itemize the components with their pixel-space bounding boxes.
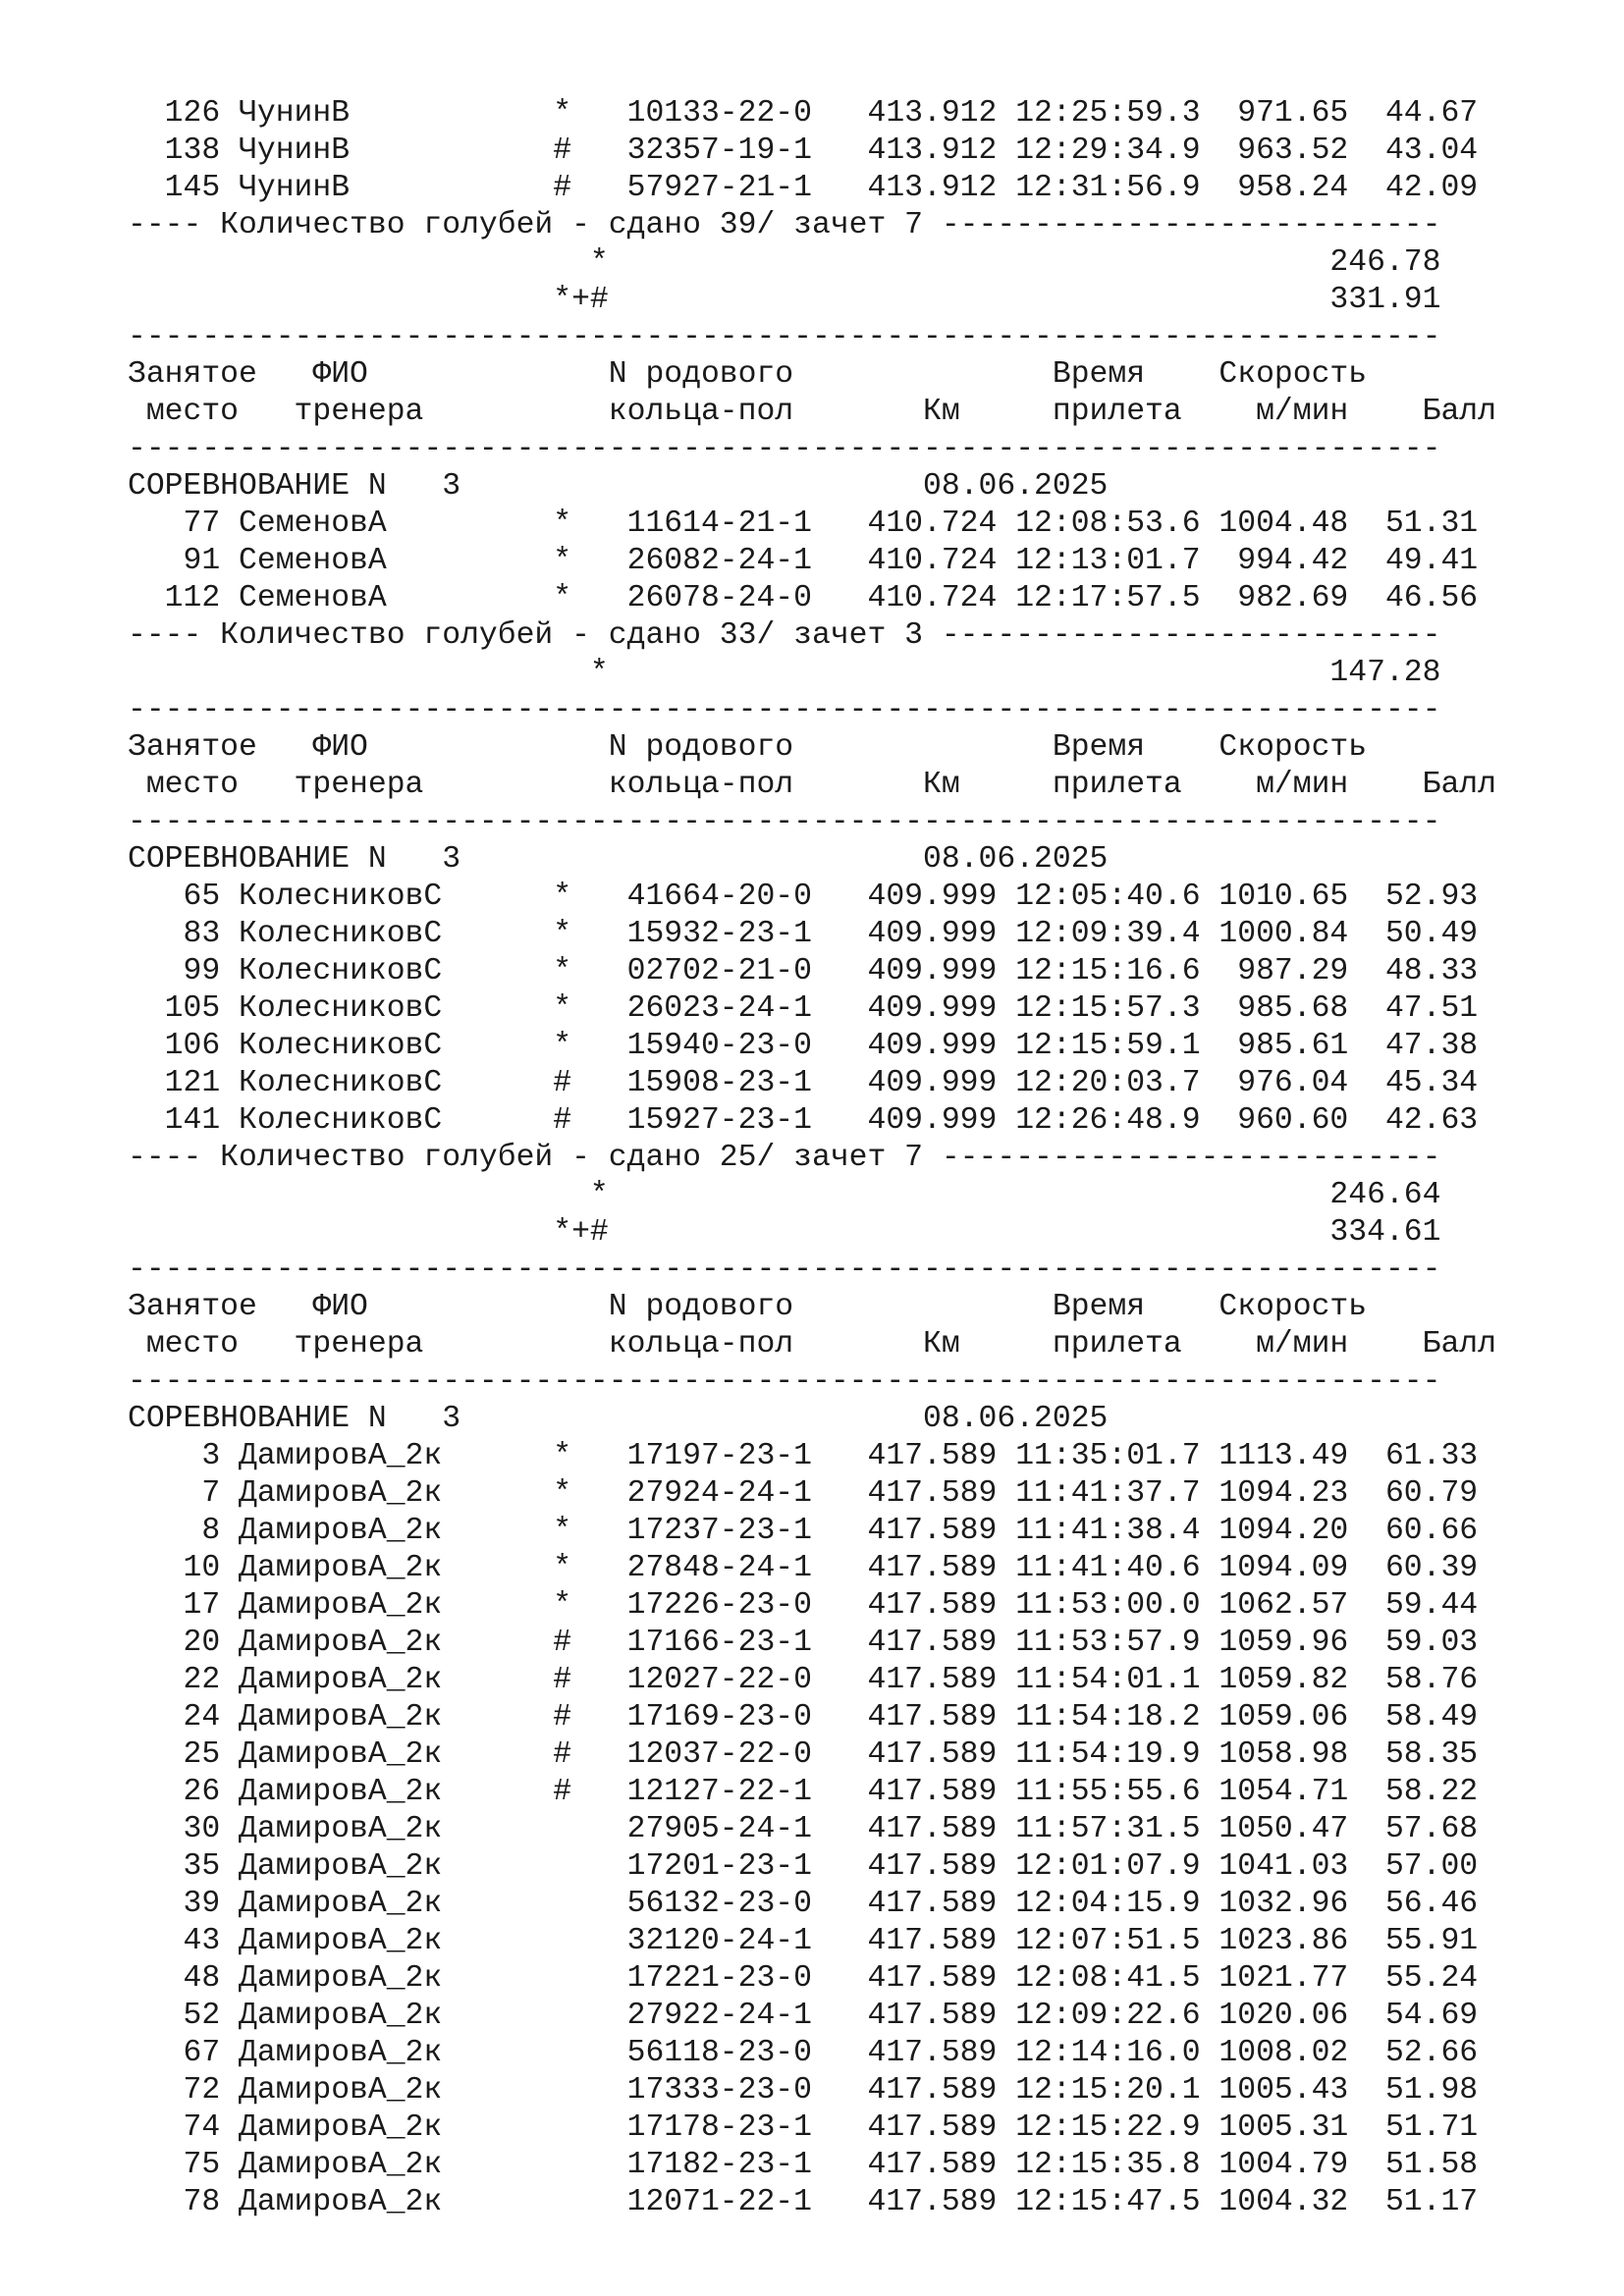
printout-line: 126 ЧунинВ * 10133-22-0 413.912 12:25:59.3 971.65 44.67: [128, 96, 1479, 131]
printout-line: * 147.28: [128, 656, 1441, 690]
printout-line: 91 СеменовА * 26082-24-1 410.724 12:13:01.7 994.42 49.41: [128, 544, 1479, 578]
printout-line: 121 КолесниковС # 15908-23-1 409.999 12:20:03.7 976.04 45.34: [128, 1066, 1479, 1100]
printout-line: *+# 331.91: [128, 283, 1441, 317]
printout-line: СОРЕВНОВАНИЕ N 3 08.06.2025: [128, 842, 1109, 877]
printout-line: 77 СеменовА * 11614-21-1 410.724 12:08:53.6 1004.48 51.31: [128, 507, 1479, 541]
printout-line: 10 ДамировА_2к * 27848-24-1 417.589 11:41:40.6 1094.09 60.39: [128, 1551, 1479, 1585]
printout-line: * 246.64: [128, 1178, 1441, 1212]
printout-line: -----------------------------------------------------------------------: [128, 1364, 1441, 1399]
printout-line: 112 СеменовА * 26078-24-0 410.724 12:17:57.5 982.69 46.56: [128, 581, 1479, 615]
printout-line: место тренера кольца-пол Км прилета м/мин Балл: [128, 395, 1496, 429]
printout-line: -----------------------------------------------------------------------: [128, 1253, 1441, 1287]
printout-line: 3 ДамировА_2к * 17197-23-1 417.589 11:35:01.7 1113.49 61.33: [128, 1439, 1479, 1473]
printout-line: 65 КолесниковС * 41664-20-0 409.999 12:05:40.6 1010.65 52.93: [128, 880, 1479, 914]
printout-line: 22 ДамировА_2к # 12027-22-0 417.589 11:54:01.1 1059.82 58.76: [128, 1663, 1479, 1697]
printout-line: СОРЕВНОВАНИЕ N 3 08.06.2025: [128, 1402, 1109, 1436]
printout-line: 17 ДамировА_2к * 17226-23-0 417.589 11:53:00.0 1062.57 59.44: [128, 1588, 1479, 1623]
printout-line: 30 ДамировА_2к 27905-24-1 417.589 11:57:31.5 1050.47 57.68: [128, 1812, 1479, 1846]
printout-line: -----------------------------------------------------------------------: [128, 432, 1441, 466]
printout-line: 141 КолесниковС # 15927-23-1 409.999 12:26:48.9 960.60 42.63: [128, 1103, 1479, 1138]
printout-line: 74 ДамировА_2к 17178-23-1 417.589 12:15:22.9 1005.31 51.71: [128, 2110, 1479, 2145]
printout-line: СОРЕВНОВАНИЕ N 3 08.06.2025: [128, 469, 1109, 504]
printout-line: место тренера кольца-пол Км прилета м/мин Балл: [128, 768, 1496, 802]
results-printout: [128, 95, 1496, 2221]
printout-line: 106 КолесниковС * 15940-23-0 409.999 12:15:59.1 985.61 47.38: [128, 1029, 1479, 1063]
printout-line: 105 КолесниковС * 26023-24-1 409.999 12:15:57.3 985.68 47.51: [128, 991, 1479, 1026]
printout-line: -----------------------------------------------------------------------: [128, 320, 1441, 354]
printout-line: 35 ДамировА_2к 17201-23-1 417.589 12:01:07.9 1041.03 57.00: [128, 1849, 1479, 1884]
printout-line: 67 ДамировА_2к 56118-23-0 417.589 12:14:16.0 1008.02 52.66: [128, 2036, 1479, 2070]
printout-line: 7 ДамировА_2к * 27924-24-1 417.589 11:41:37.7 1094.23 60.79: [128, 1476, 1479, 1511]
printout-line: -----------------------------------------------------------------------: [128, 805, 1441, 839]
printout-line: 20 ДамировА_2к # 17166-23-1 417.589 11:53:57.9 1059.96 59.03: [128, 1626, 1479, 1660]
printout-line: 26 ДамировА_2к # 12127-22-1 417.589 11:55:55.6 1054.71 58.22: [128, 1775, 1479, 1809]
printout-line: 138 ЧунинВ # 32357-19-1 413.912 12:29:34.9 963.52 43.04: [128, 133, 1479, 168]
printout-line: 78 ДамировА_2к 12071-22-1 417.589 12:15:47.5 1004.32 51.17: [128, 2185, 1479, 2219]
printout-line: 83 КолесниковС * 15932-23-1 409.999 12:09:39.4 1000.84 50.49: [128, 917, 1479, 951]
printout-line: 52 ДамировА_2к 27922-24-1 417.589 12:09:22.6 1020.06 54.69: [128, 1999, 1479, 2033]
printout-line: ---- Количество голубей - сдано 25/ зачет 7 ---------------------------: [128, 1141, 1441, 1175]
printout-line: 48 ДамировА_2к 17221-23-0 417.589 12:08:41.5 1021.77 55.24: [128, 1961, 1479, 1996]
printout-line: Занятое ФИО N родового Время Скорость: [128, 1290, 1368, 1324]
printout-line: 72 ДамировА_2к 17333-23-0 417.589 12:15:20.1 1005.43 51.98: [128, 2073, 1479, 2108]
printout-line: * 246.78: [128, 245, 1441, 280]
printout-line: 43 ДамировА_2к 32120-24-1 417.589 12:07:51.5 1023.86 55.91: [128, 1924, 1479, 1958]
printout-line: 145 ЧунинВ # 57927-21-1 413.912 12:31:56.9 958.24 42.09: [128, 171, 1479, 205]
printout-line: Занятое ФИО N родового Время Скорость: [128, 730, 1368, 765]
printout-line: 25 ДамировА_2к # 12037-22-0 417.589 11:54:19.9 1058.98 58.35: [128, 1737, 1479, 1772]
printout-line: 39 ДамировА_2к 56132-23-0 417.589 12:04:15.9 1032.96 56.46: [128, 1887, 1479, 1921]
printout-line: ---- Количество голубей - сдано 33/ зачет 3 ---------------------------: [128, 618, 1441, 653]
printout-line: ---- Количество голубей - сдано 39/ зачет 7 ---------------------------: [128, 208, 1441, 242]
printout-line: 24 ДамировА_2к # 17169-23-0 417.589 11:54:18.2 1059.06 58.49: [128, 1700, 1479, 1735]
printout-line: место тренера кольца-пол Км прилета м/мин Балл: [128, 1327, 1496, 1362]
printout-line: 75 ДамировА_2к 17182-23-1 417.589 12:15:35.8 1004.79 51.58: [128, 2148, 1479, 2182]
printout-line: -----------------------------------------------------------------------: [128, 693, 1441, 727]
printout-line: Занятое ФИО N родового Время Скорость: [128, 357, 1368, 392]
printout-line: *+# 334.61: [128, 1215, 1441, 1250]
printout-line: 8 ДамировА_2к * 17237-23-1 417.589 11:41:38.4 1094.20 60.66: [128, 1514, 1479, 1548]
printout-line: 99 КолесниковС * 02702-21-0 409.999 12:15:16.6 987.29 48.33: [128, 954, 1479, 988]
